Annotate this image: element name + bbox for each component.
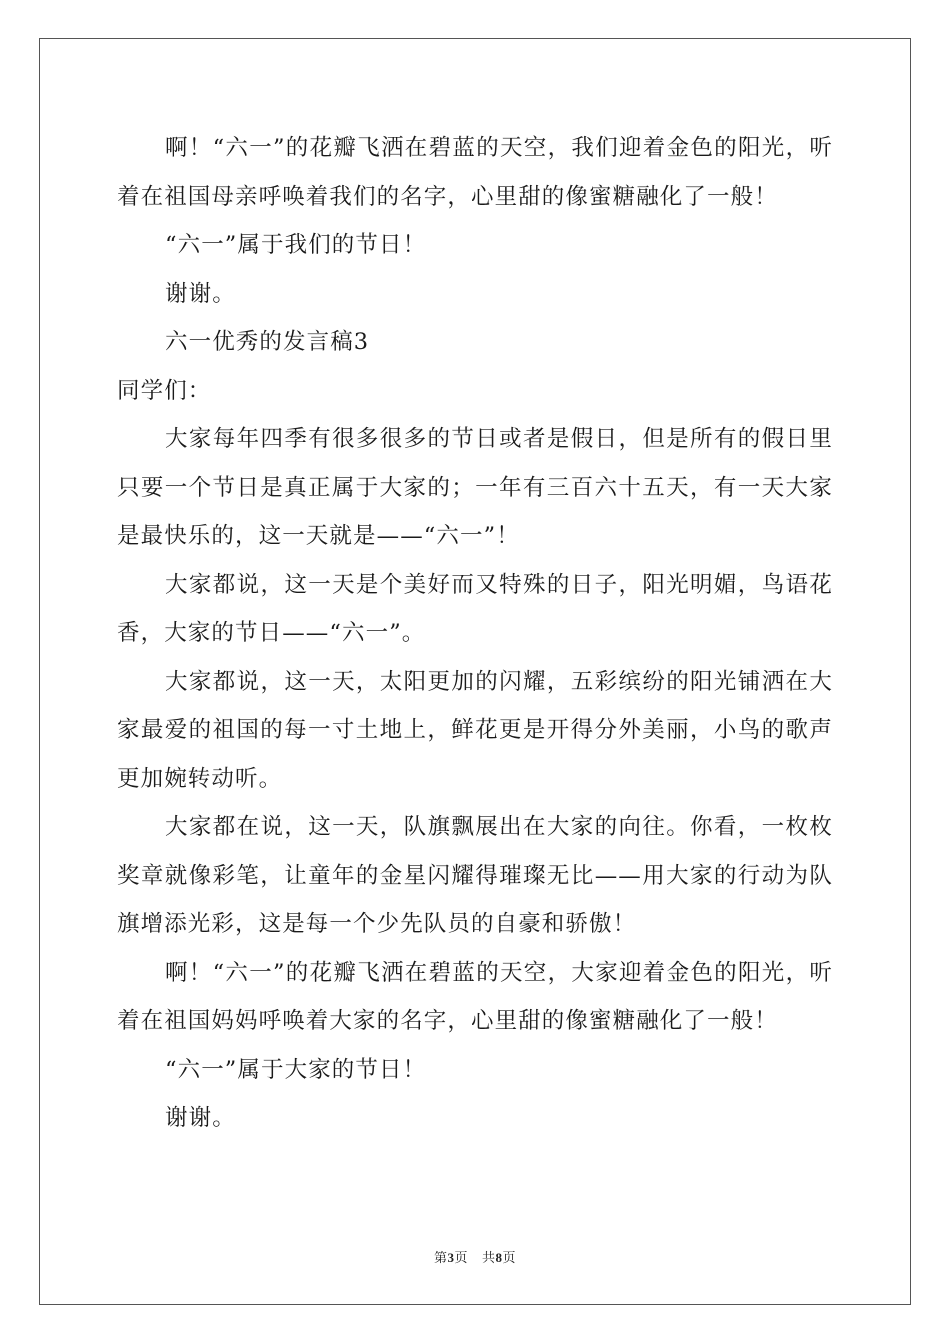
section-heading: 六一优秀的发言稿3 (165, 329, 370, 355)
total-suffix: 页 (502, 1251, 517, 1266)
paragraph: 大家每年四季有很多很多的节日或者是假日，但是所有的假日里只要一个节日是真正属于大家的；一年有三百六十五天，有一天大家是最快乐的，这一天就是——“六一”！ (117, 426, 833, 549)
total-pages: 8 (495, 1250, 503, 1265)
paragraph: 大家都说，这一天是个美好而又特殊的日子，阳光明媚，鸟语花香，大家的节日——“六一”。 (117, 571, 833, 646)
paragraph: 大家都说，这一天，太阳更加的闪耀，五彩缤纷的阳光铺洒在大家最爱的祖国的每一寸土地上，鲜花更是开得分外美丽，小鸟的歌声更加婉转动听。 (117, 668, 833, 792)
salutation: 同学们： (117, 377, 212, 404)
page-prefix: 第 (433, 1251, 448, 1266)
current-page: 3 (447, 1250, 455, 1265)
paragraph: “六一”属于我们的节日！ (165, 232, 427, 258)
paragraph: 大家都在说，这一天，队旗飘展出在大家的向往。你看，一枚枚奖章就像彩笔，让童年的金星闪耀得璀璨无比——用大家的行动为队旗增添光彩，这是每一个少先队员的自豪和骄傲！ (117, 814, 833, 937)
paragraph: 啊！“六一”的花瓣飞洒在碧蓝的天空，大家迎着金色的阳光，听着在祖国妈妈呼唤着大家的名字，心里甜的像蜜糖融化了一般！ (117, 959, 833, 1034)
paragraph: 谢谢。 (165, 1105, 236, 1131)
paragraph: 啊！“六一”的花瓣飞洒在碧蓝的天空，我们迎着金色的阳光，听着在祖国母亲呼唤着我们的名字，心里甜的像蜜糖融化了一般！ (117, 135, 833, 210)
paragraph: “六一”属于大家的节日！ (165, 1056, 427, 1083)
paragraph: 谢谢。 (165, 280, 236, 307)
page-suffix: 页 (454, 1251, 468, 1266)
page-footer (0, 1247, 950, 1266)
page-total (482, 1251, 516, 1266)
page-number (434, 1251, 468, 1266)
total-prefix: 共 (482, 1251, 496, 1266)
document-body (117, 124, 833, 1143)
